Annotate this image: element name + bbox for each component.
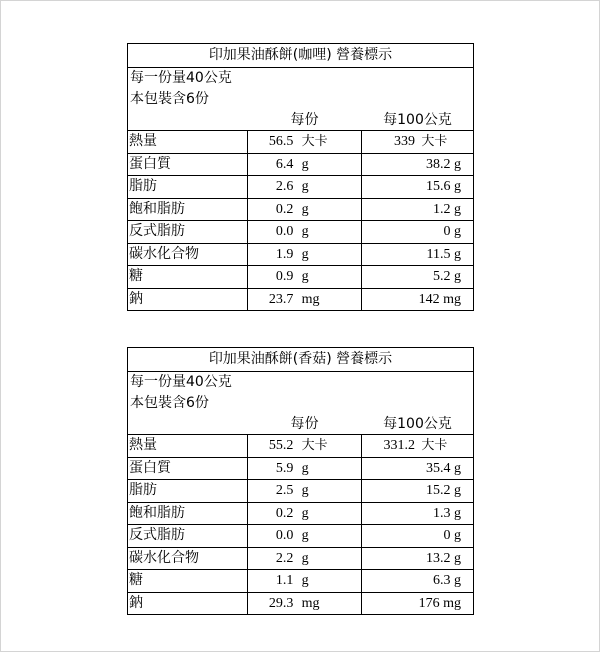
per-serving-value: 0.0 — [275, 224, 294, 239]
per-serving-cell — [248, 548, 363, 570]
per-serving-unit: g — [301, 550, 309, 566]
label-title: 印加果油酥餅(香菇) 營養標示 — [128, 348, 473, 372]
per-100g-value: 5.2 g — [433, 269, 461, 284]
nutrient-name: 反式脂肪 — [128, 221, 248, 243]
per-100g-cell — [362, 593, 473, 615]
per-100g-value: 15.2 g — [426, 483, 461, 498]
per-serving-unit: g — [301, 224, 309, 239]
nutrient-row — [128, 503, 473, 526]
per-100g-cell — [362, 435, 473, 457]
per-serving-cell — [248, 458, 363, 480]
per-100g-unit: 大卡 — [421, 134, 448, 149]
per-serving-cell — [248, 154, 363, 176]
per-serving-value: 0.2 — [275, 201, 294, 217]
per-serving-value: 2.5 — [275, 483, 294, 498]
nutrient-name: 熱量 — [128, 131, 248, 153]
per-serving-unit: g — [301, 156, 309, 172]
per-serving-cell — [248, 525, 363, 547]
per-serving-value: 0.9 — [275, 269, 294, 284]
nutrient-name: 熱量 — [128, 435, 248, 457]
nutrient-name: 碳水化合物 — [128, 548, 248, 570]
per-serving-value: 2.6 — [275, 179, 294, 194]
per-100g-cell — [362, 289, 473, 311]
per-serving-unit: 大卡 — [301, 134, 328, 149]
per-serving-value: 29.3 — [268, 595, 294, 611]
per-serving-value: 56.5 — [268, 134, 294, 149]
nutrient-row — [128, 289, 473, 311]
nutrient-name: 脂肪 — [128, 176, 248, 198]
per-serving-unit: g — [301, 201, 309, 217]
per-serving-value: 6.4 — [275, 156, 294, 172]
col-per-100g: 每100公克 — [383, 416, 452, 432]
nutrient-row — [128, 548, 473, 571]
per-serving-cell — [248, 199, 363, 221]
per-serving-unit: mg — [301, 291, 320, 307]
per-100g-cell — [362, 266, 473, 288]
per-100g-value: 0 g — [443, 224, 461, 239]
nutrient-row — [128, 593, 473, 615]
per-serving-unit: g — [301, 460, 309, 476]
nutrient-row — [128, 154, 473, 177]
per-100g-cell — [362, 199, 473, 221]
nutrient-name: 飽和脂肪 — [128, 199, 248, 221]
per-100g-cell — [362, 244, 473, 266]
per-serving-unit: g — [301, 246, 309, 262]
per-100g-value: 176 mg — [418, 595, 461, 611]
col-per-100g: 每100公克 — [383, 112, 452, 128]
per-100g-value: 1.3 g — [433, 505, 461, 521]
per-100g-value: 339 — [394, 134, 415, 149]
per-serving-cell — [248, 176, 363, 198]
per-100g-cell — [362, 480, 473, 502]
nutrient-rows — [128, 131, 473, 310]
per-serving-cell — [248, 131, 363, 153]
per-100g-cell — [362, 176, 473, 198]
per-serving-value: 0.0 — [275, 528, 294, 543]
nutrient-name: 糖 — [128, 266, 248, 288]
per-100g-value: 13.2 g — [426, 550, 461, 566]
per-serving-value: 1.9 — [275, 246, 294, 262]
nutrient-row — [128, 458, 473, 481]
nutrient-name: 蛋白質 — [128, 154, 248, 176]
per-100g-value: 1.2 g — [433, 201, 461, 217]
column-header — [128, 110, 473, 131]
nutrition-label-mushroom — [127, 347, 474, 615]
per-serving-cell — [248, 244, 363, 266]
per-100g-value: 6.3 g — [433, 573, 461, 588]
nutrient-name: 糖 — [128, 570, 248, 592]
per-100g-cell — [362, 570, 473, 592]
servings-per-package: 本包裝含6份 — [130, 91, 209, 107]
per-serving-unit: g — [301, 269, 309, 284]
nutrient-name: 鈉 — [128, 593, 248, 615]
per-100g-value: 331.2 — [383, 438, 415, 453]
per-serving-cell — [248, 266, 363, 288]
nutrient-name: 蛋白質 — [128, 458, 248, 480]
per-100g-value: 15.6 g — [426, 179, 461, 194]
per-100g-value: 35.4 g — [426, 460, 461, 476]
servings-per-package: 本包裝含6份 — [130, 395, 209, 411]
nutrient-rows — [128, 435, 473, 614]
nutrient-name: 碳水化合物 — [128, 244, 248, 266]
per-serving-value: 23.7 — [268, 291, 294, 307]
nutrient-row — [128, 570, 473, 593]
per-serving-cell — [248, 221, 363, 243]
nutrient-row — [128, 176, 473, 199]
col-per-serving: 每份 — [290, 112, 319, 128]
per-100g-cell — [362, 221, 473, 243]
nutrient-row — [128, 131, 473, 154]
per-serving-unit: g — [301, 573, 309, 588]
column-header — [128, 414, 473, 435]
per-serving-value: 5.9 — [275, 460, 294, 476]
per-serving-unit: g — [301, 528, 309, 543]
per-serving-unit: g — [301, 505, 309, 521]
label-title: 印加果油酥餅(咖哩) 營養標示 — [128, 44, 473, 68]
per-100g-cell — [362, 154, 473, 176]
nutrient-name: 反式脂肪 — [128, 525, 248, 547]
nutrient-name: 脂肪 — [128, 480, 248, 502]
per-serving-cell — [248, 570, 363, 592]
per-100g-cell — [362, 458, 473, 480]
per-serving-value: 2.2 — [275, 550, 294, 566]
per-100g-unit: 大卡 — [421, 438, 448, 453]
per-serving-cell — [248, 289, 363, 311]
nutrient-row — [128, 244, 473, 267]
per-serving-value: 0.2 — [275, 505, 294, 521]
col-per-serving: 每份 — [290, 416, 319, 432]
serving-size: 每一份量40公克 — [130, 374, 232, 390]
per-100g-value: 0 g — [443, 528, 461, 543]
per-serving-unit: 大卡 — [301, 438, 328, 453]
nutrient-row — [128, 199, 473, 222]
nutrient-row — [128, 525, 473, 548]
nutrient-row — [128, 480, 473, 503]
per-100g-cell — [362, 548, 473, 570]
nutrient-row — [128, 435, 473, 458]
nutrient-row — [128, 266, 473, 289]
per-serving-unit: g — [301, 179, 309, 194]
per-serving-unit: mg — [301, 595, 320, 611]
per-serving-cell — [248, 503, 363, 525]
per-serving-unit: g — [301, 483, 309, 498]
per-serving-value: 1.1 — [275, 573, 294, 588]
per-100g-value: 11.5 g — [426, 246, 461, 262]
nutrition-label-curry — [127, 43, 474, 311]
nutrient-row — [128, 221, 473, 244]
per-serving-cell — [248, 435, 363, 457]
per-serving-cell — [248, 593, 363, 615]
per-100g-value: 38.2 g — [426, 156, 461, 172]
per-100g-cell — [362, 525, 473, 547]
per-serving-cell — [248, 480, 363, 502]
nutrient-name: 鈉 — [128, 289, 248, 311]
nutrient-name: 飽和脂肪 — [128, 503, 248, 525]
per-serving-value: 55.2 — [268, 438, 294, 453]
per-100g-cell — [362, 503, 473, 525]
per-100g-value: 142 mg — [418, 291, 461, 307]
per-100g-cell — [362, 131, 473, 153]
serving-size: 每一份量40公克 — [130, 70, 232, 86]
